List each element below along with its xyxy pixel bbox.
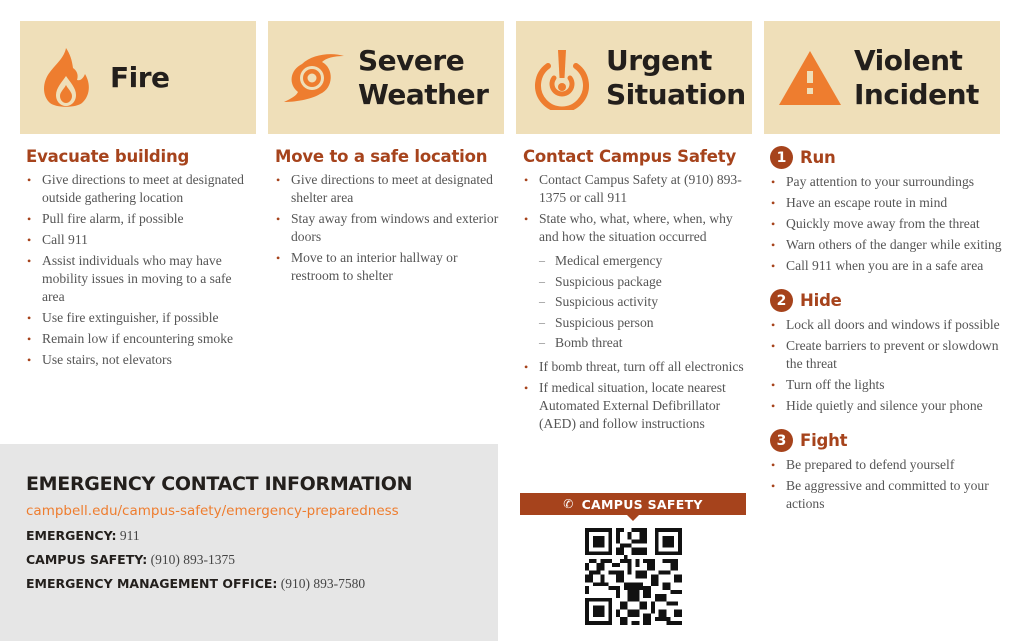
qr-code[interactable] (585, 528, 682, 625)
warning-triangle-icon (774, 42, 846, 114)
fire-instructions (26, 146, 256, 372)
contact-row-campus-safety (26, 551, 498, 569)
sub-list-item: – Suspicious person (539, 314, 753, 332)
preparedness-link[interactable]: campbell.edu/campus-safety/emergency-preparedness (26, 503, 399, 519)
urgent-heading: Contact Campus Safety (523, 147, 737, 166)
list-item: • Assist individuals who may have mobility issues in moving to a safe area (26, 252, 256, 306)
list-item: • Use fire extinguisher, if possible (26, 309, 256, 327)
fight-list (770, 456, 1010, 513)
run-list (770, 173, 1010, 275)
section-title: Hide (800, 290, 842, 310)
list-item: • Use stairs, not elevators (26, 351, 256, 369)
card-title-line1: Violent (854, 43, 963, 77)
card-title-line1: Severe (358, 43, 465, 77)
step-number-badge: 2 (770, 289, 793, 312)
list-item: • Be prepared to defend yourself (770, 456, 1010, 474)
card-title-weather (358, 44, 488, 112)
list-item: • Hide quietly and silence your phone (770, 397, 1010, 415)
alert-target-icon (526, 42, 598, 114)
campus-safety-banner (520, 493, 746, 515)
list-item: • Create barriers to prevent or slowdown the threat (770, 337, 1010, 373)
contact-value: (910) 893-1375 (150, 552, 235, 567)
fire-header-card (20, 21, 256, 134)
weather-heading: Move to a safe location (275, 147, 488, 166)
phone-icon: ✆ (563, 497, 574, 511)
contact-title: EMERGENCY CONTACT INFORMATION (26, 473, 413, 495)
contact-label: EMERGENCY: (26, 528, 117, 543)
list-item: • Turn off the lights (770, 376, 1010, 394)
sub-list-item: – Suspicious activity (539, 293, 753, 311)
contact-value: (910) 893-7580 (280, 576, 366, 591)
card-title-line2: Weather (358, 77, 489, 111)
contact-row-emergency (26, 527, 498, 545)
section-title: Fight (800, 430, 848, 450)
fire-icon (30, 42, 102, 114)
section-title: Run (800, 147, 836, 167)
urgent-header-card (516, 21, 752, 134)
urgent-instructions (523, 146, 753, 436)
card-title-line1: Urgent (606, 43, 712, 77)
hide-heading (770, 289, 1010, 312)
contact-label: CAMPUS SAFETY: (26, 552, 148, 567)
list-item: • Pay attention to your surroundings (770, 173, 1010, 191)
run-heading (770, 146, 1010, 169)
step-number-badge: 3 (770, 429, 793, 452)
list-item: • Quickly move away from the threat (770, 215, 1010, 233)
list-item: • Stay away from windows and exterior doors (275, 210, 505, 246)
list-item: • Be aggressive and committed to your actions (770, 477, 1010, 513)
weather-list (275, 171, 505, 285)
card-title-urgent (606, 44, 746, 112)
list-item: • Contact Campus Safety at (910) 893-1375 or call 911 (523, 171, 753, 207)
list-item: • Give directions to meet at designated shelter area (275, 171, 505, 207)
list-item: • Lock all doors and windows if possible (770, 316, 1010, 334)
contact-row-emergency-management (26, 575, 498, 593)
list-item: • Remain low if encountering smoke (26, 330, 256, 348)
urgent-list (523, 171, 753, 433)
fight-heading (770, 429, 1010, 452)
step-number-badge: 1 (770, 146, 793, 169)
weather-instructions (275, 146, 505, 288)
list-item: • Give directions to meet at designated outside gathering location (26, 171, 256, 207)
list-item: • Have an escape route in mind (770, 194, 1010, 212)
card-title-violent (854, 44, 979, 112)
sub-list-item: – Suspicious package (539, 273, 753, 291)
list-item: • If bomb threat, turn off all electronics (523, 358, 753, 376)
contact-value: 911 (119, 528, 140, 543)
list-item: • If medical situation, locate nearest Automated External Defibrillator (AED) and follow instructions (523, 379, 753, 433)
list-item-text: State who, what, where, when, why and how the situation occurred (539, 211, 733, 244)
violent-header-card (764, 21, 1000, 134)
hurricane-icon (278, 42, 350, 114)
violent-instructions (770, 146, 1010, 516)
fire-heading: Evacuate building (26, 147, 190, 166)
list-item: • Pull fire alarm, if possible (26, 210, 256, 228)
emergency-contact-box (0, 444, 498, 641)
hide-list (770, 316, 1010, 415)
card-title-fire: Fire (110, 60, 170, 94)
situation-types-list (539, 252, 753, 352)
sub-list-item: – Bomb threat (539, 334, 753, 352)
list-item: • Warn others of the danger while exiting (770, 236, 1010, 254)
list-item: • Move to an interior hallway or restroom to shelter (275, 249, 505, 285)
contact-label: EMERGENCY MANAGEMENT OFFICE: (26, 576, 278, 591)
card-title-line2: Situation (606, 77, 746, 111)
list-item (523, 210, 753, 352)
list-item: • Call 911 when you are in a safe area (770, 257, 1010, 275)
card-title-line2: Incident (854, 77, 979, 111)
sub-list-item: – Medical emergency (539, 252, 753, 270)
banner-label: CAMPUS SAFETY (581, 496, 703, 512)
weather-header-card (268, 21, 504, 134)
list-item: • Call 911 (26, 231, 256, 249)
fire-list (26, 171, 256, 369)
